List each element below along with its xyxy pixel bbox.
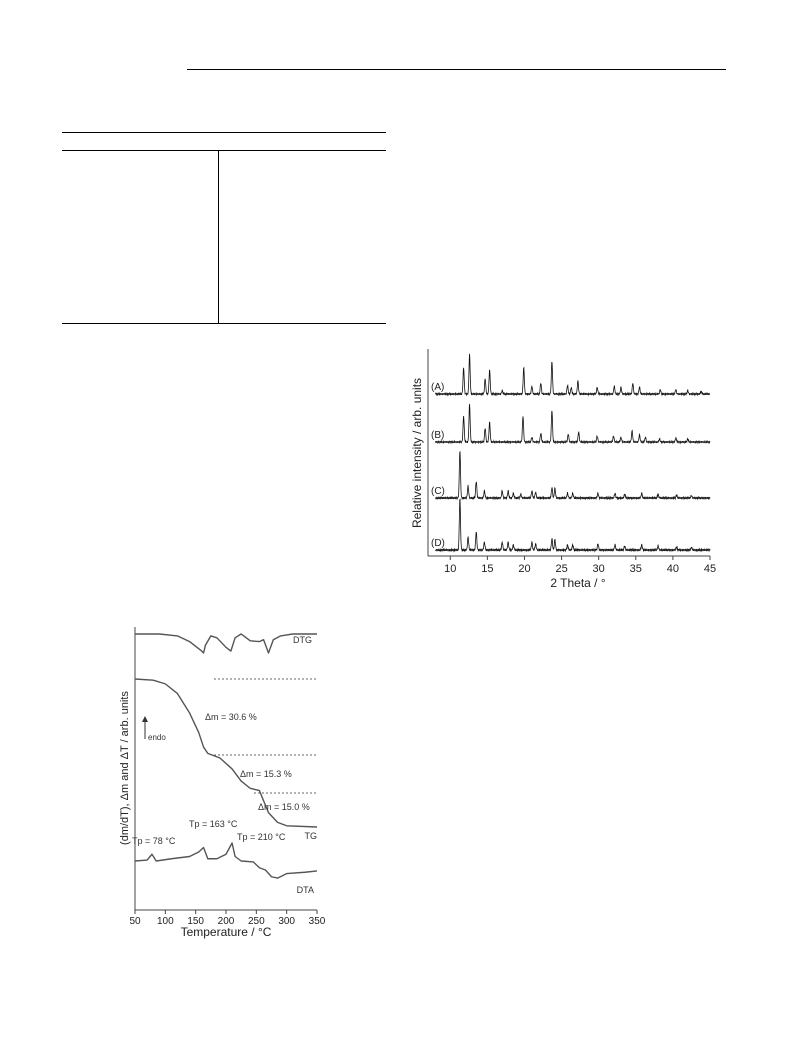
xrd-series-b-line [435,404,710,443]
xrd-series-label: (B) [431,430,445,441]
thermal-x-tick-label: 200 [217,916,235,927]
thermal-x-axis-label: Temperature / °C [180,925,272,939]
xrd-x-tick-label: 20 [518,563,531,575]
dtg-line [135,634,317,653]
xrd-series-d-line [435,499,710,551]
xrd-x-tick-label: 45 [703,563,717,575]
annotation-tp3: Tp = 210 °C [237,832,286,842]
xrd-x-tick-label: 35 [629,563,642,575]
xrd-y-axis-label: Relative intensity / arb. units [410,377,424,529]
tg-label: TG [304,831,317,841]
xrd-series-a-line [435,354,710,395]
annotation-dm1: Δm = 30.6 % [205,712,257,722]
dta-label: DTA [296,885,314,895]
annotation-tp2: Tp = 163 °C [189,819,238,829]
annotation-tp1: Tp = 78 °C [132,836,176,846]
thermal-x-tick-label: 250 [247,916,265,927]
thermal-x-tick-label: 100 [156,916,174,927]
xrd-x-tick-label: 15 [481,563,494,575]
xrd-x-tick-label: 40 [666,563,680,575]
xrd-series-group [435,354,710,552]
xrd-x-ticks [450,556,710,560]
thermal-figure [114,620,326,945]
annotation-dm3: Δm = 15.0 % [258,802,310,812]
xrd-series-label: (D) [431,538,445,549]
xrd-x-tick-label: 30 [592,563,605,575]
dta-line [135,843,317,878]
table-column-divider [218,150,219,323]
xrd-x-tick-label: 10 [444,563,457,575]
xrd-x-axis-label: 2 Theta / ° [550,576,606,590]
annotation-dm2: Δm = 15.3 % [240,769,292,779]
xrd-x-tick-labels [444,563,716,575]
thermal-x-tick-label: 300 [278,916,296,927]
table-bottom-rule [62,323,386,324]
xrd-figure [408,345,730,595]
thermal-x-tick-label: 50 [129,916,141,927]
thermal-x-tick-label: 350 [308,916,326,927]
endo-label: endo [148,733,166,742]
table-top-rule [62,132,386,133]
xrd-x-tick-label: 25 [555,563,568,575]
thermal-x-ticks [135,910,317,914]
xrd-series-labels [431,382,445,549]
thermal-y-axis-label: (dm/dT), Δm and ΔT / arb. units [119,691,131,845]
xrd-series-label: (C) [431,486,445,497]
thermal-x-tick-label: 150 [187,916,205,927]
xrd-series-label: (A) [431,382,445,393]
table-header-rule [62,150,386,151]
dtg-label: DTG [293,635,312,645]
header-rule [187,69,726,70]
xrd-series-c-line [435,452,710,499]
